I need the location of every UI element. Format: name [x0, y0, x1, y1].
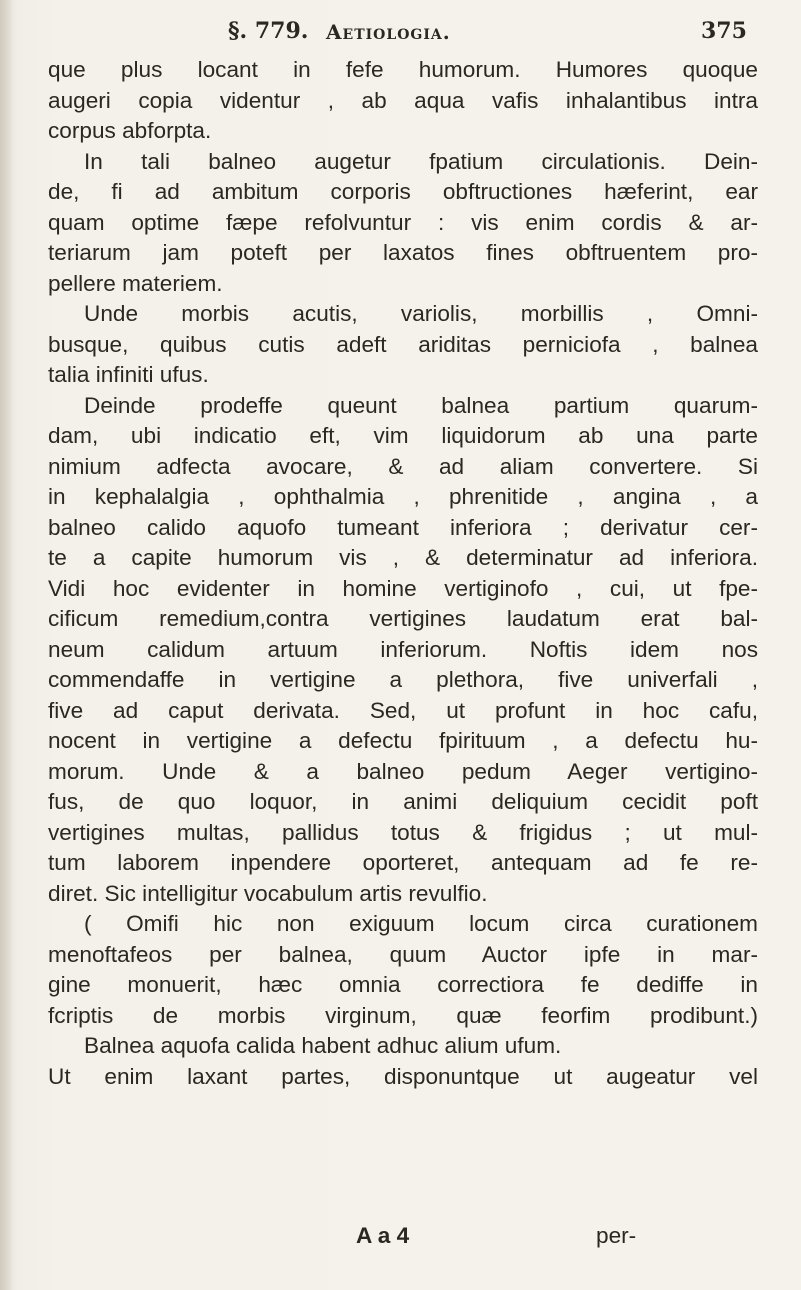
text-line: Vidi hoc evidenter in homine vertiginofo , cui, ut fpe-: [48, 575, 758, 601]
text-line: quam optime fæpe refolvuntur : vis enim cordis & ar-: [48, 209, 758, 235]
text-line: corpus abforpta.: [48, 118, 212, 143]
text-line: vertigines multas, pallidus totus & frigidus ; ut mul-: [48, 819, 758, 845]
signature-mark: A a 4: [356, 1223, 410, 1248]
text-line: nimium adfecta avocare, & ad aliam convertere. Si: [48, 453, 758, 479]
text-line: cificum remedium,contra vertigines laudatum erat bal-: [48, 606, 758, 631]
text-line: morum. Unde & a balneo pedum Aeger vertigino-: [48, 758, 758, 784]
text-line: teriarum jam poteft per laxatos fines obftruentem pro-: [48, 240, 758, 265]
section-number: §. 779.: [228, 18, 309, 44]
text-line: Balnea aquofa calida habent adhuc alium ufum.: [84, 1033, 562, 1058]
text-line: talia infiniti ufus.: [48, 362, 209, 387]
text-line: Deinde prodeffe queunt balnea partium quarum-: [84, 392, 758, 418]
page-footer: [48, 1223, 758, 1255]
catchword: per-: [596, 1223, 637, 1248]
text-line: dam, ubi indicatio eft, vim liquidorum ab una parte: [48, 423, 758, 448]
text-line: five ad caput derivata. Sed, ut profunt in hoc cafu,: [48, 697, 758, 723]
text-line: Unde morbis acutis, variolis, morbillis , Omni-: [84, 301, 758, 326]
text-line: Ut enim laxant partes, disponuntque ut augeatur vel: [48, 1063, 758, 1089]
text-line: de, fi ad ambitum corporis obftructiones hæferint, ear: [48, 179, 758, 204]
running-title: Aetiologia.: [326, 20, 451, 44]
text-line: fus, de quo loquor, in animi deliquium cecidit poft: [48, 789, 758, 814]
text-line: te a capite humorum vis , & determinatur ad inferiora.: [48, 545, 758, 570]
text-line: fcriptis de morbis virginum, quæ feorfim prodibunt.): [48, 1002, 758, 1028]
text-line: diret. Sic intelligitur vocabulum artis revulfio.: [48, 880, 488, 906]
text-line: pellere materiem.: [48, 270, 223, 296]
text-line: nocent in vertigine a defectu fpirituum , a defectu hu-: [48, 728, 758, 753]
text-line: menoftafeos per balnea, quum Auctor ipfe in mar-: [48, 941, 758, 967]
page-number: 375: [701, 18, 747, 44]
text-line: augeri copia videntur , ab aqua vafis inhalantibus intra: [48, 87, 758, 113]
text-line: in kephalalgia , ophthalmia , phrenitide , angina , a: [48, 484, 758, 509]
body-text: [48, 55, 758, 1092]
text-line: commendaffe in vertigine a plethora, five univerfali ,: [48, 667, 758, 692]
page-edge-shadow: [0, 0, 14, 1290]
text-line: tum laborem inpendere oporteret, antequam ad fe re-: [48, 850, 758, 875]
running-header: [228, 18, 748, 48]
text-line: In tali balneo augetur fpatium circulationis. Dein-: [84, 148, 758, 174]
text-line: busque, quibus cutis adeft ariditas perniciofa , balnea: [48, 331, 758, 357]
text-line: que plus locant in fefe humorum. Humores quoque: [48, 57, 758, 82]
text-line: neum calidum artuum inferiorum. Noftis idem nos: [48, 636, 758, 662]
text-line: ( Omifi hic non exiguum locum circa curationem: [84, 911, 758, 936]
text-line: gine monuerit, hæc omnia correctiora fe dediffe in: [48, 972, 758, 997]
text-line: balneo calido aquofo tumeant inferiora ; derivatur cer-: [48, 514, 758, 540]
